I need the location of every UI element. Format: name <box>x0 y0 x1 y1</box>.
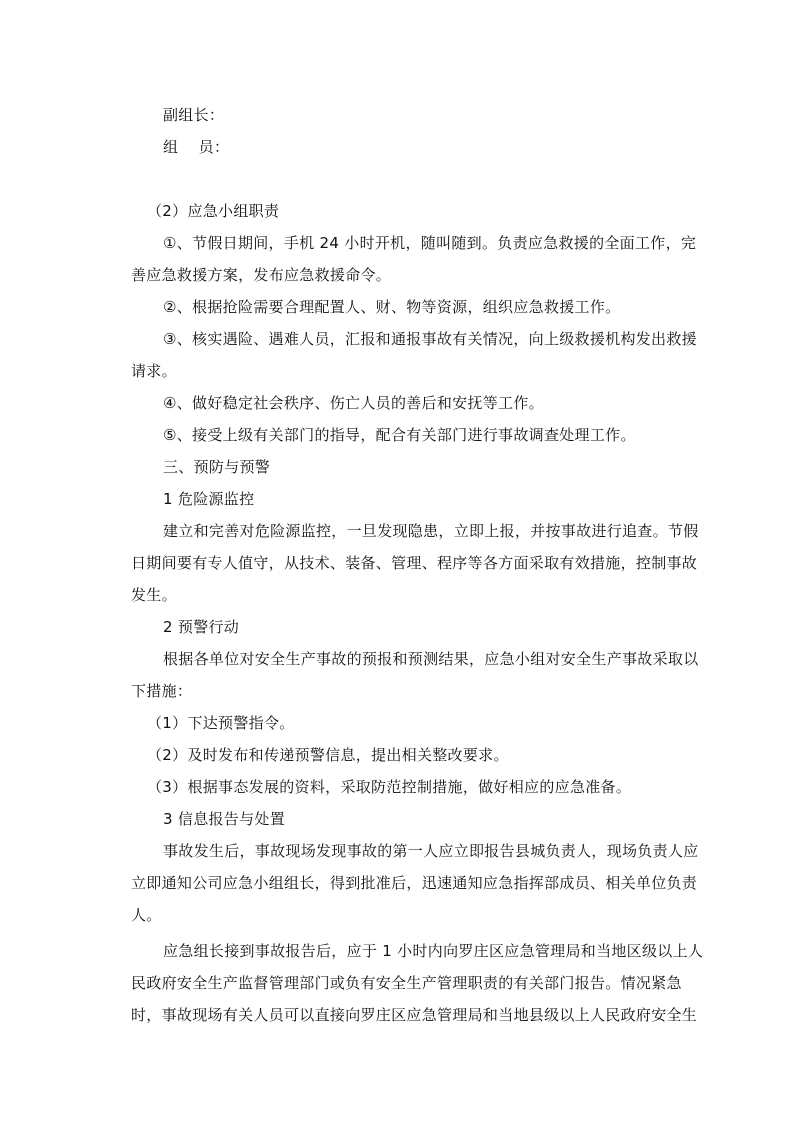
section-heading-prevention: 三、预防与预警 <box>163 458 271 476</box>
members-label: 组 员： <box>163 138 230 156</box>
paragraph-line: ④、做好稳定社会秩序、伤亡人员的善后和安抚等工作。 <box>163 394 544 412</box>
paragraph-line: 人。 <box>131 906 162 924</box>
subsection-heading-report: 3 信息报告与处置 <box>163 810 286 828</box>
subsection-heading-hazard: 1 危险源监控 <box>163 490 255 508</box>
list-item: （2）及时发布和传递预警信息，提出相关整改要求。 <box>147 746 509 764</box>
paragraph-line: 应急组长接到事故报告后，应于 1 小时内向罗庄区应急管理局和当地区级以上人 <box>163 942 704 960</box>
paragraph-line: 立即通知公司应急小组组长，得到批准后，迅速通知应急指挥部成员、相关单位负责 <box>131 874 698 892</box>
list-item: （3）根据事态发展的资料，采取防范控制措施，做好相应的应急准备。 <box>147 778 632 796</box>
paragraph-line: 民政府安全生产监督管理部门或负有安全生产管理职责的有关部门报告。情况紧急 <box>131 974 682 992</box>
paragraph-line: 请求。 <box>131 362 177 380</box>
paragraph-line: 日期间要有专人值守，从技术、装备、管理、程序等各方面采取有效措施，控制事故 <box>131 554 698 572</box>
section-heading-duties: （2）应急小组职责 <box>147 202 280 220</box>
paragraph-line: ①、节假日期间，手机 24 小时开机，随叫随到。负责应急救援的全面工作，完 <box>163 234 697 252</box>
paragraph-line: ②、根据抢险需要合理配置人、财、物等资源，组织应急救援工作。 <box>163 298 621 316</box>
paragraph-line: 发生。 <box>131 586 177 604</box>
paragraph-line: 时，事故现场有关人员可以直接向罗庄区应急管理局和当地县级以上人民政府安全生 <box>131 1006 698 1024</box>
list-item: （1）下达预警指令。 <box>147 714 295 732</box>
deputy-leader-label: 副组长： <box>163 106 225 124</box>
paragraph-line: 下措施： <box>131 682 193 700</box>
paragraph-line: 根据各单位对安全生产事故的预报和预测结果，应急小组对安全生产事故采取以 <box>163 650 699 668</box>
paragraph-line: 建立和完善对危险源监控，一旦发现隐患，立即上报，并按事故进行追查。节假 <box>163 522 699 540</box>
paragraph-line: ⑤、接受上级有关部门的指导，配合有关部门进行事故调查处理工作。 <box>163 426 636 444</box>
paragraph-line: 事故发生后，事故现场发现事故的第一人应立即报告县城负责人，现场负责人应 <box>163 842 699 860</box>
paragraph-line: 善应急救援方案，发布应急救援命令。 <box>131 266 392 284</box>
subsection-heading-warning: 2 预警行动 <box>163 618 240 636</box>
paragraph-line: ③、核实遇险、遇难人员，汇报和通报事故有关情况，向上级救援机构发出救援 <box>163 330 697 348</box>
